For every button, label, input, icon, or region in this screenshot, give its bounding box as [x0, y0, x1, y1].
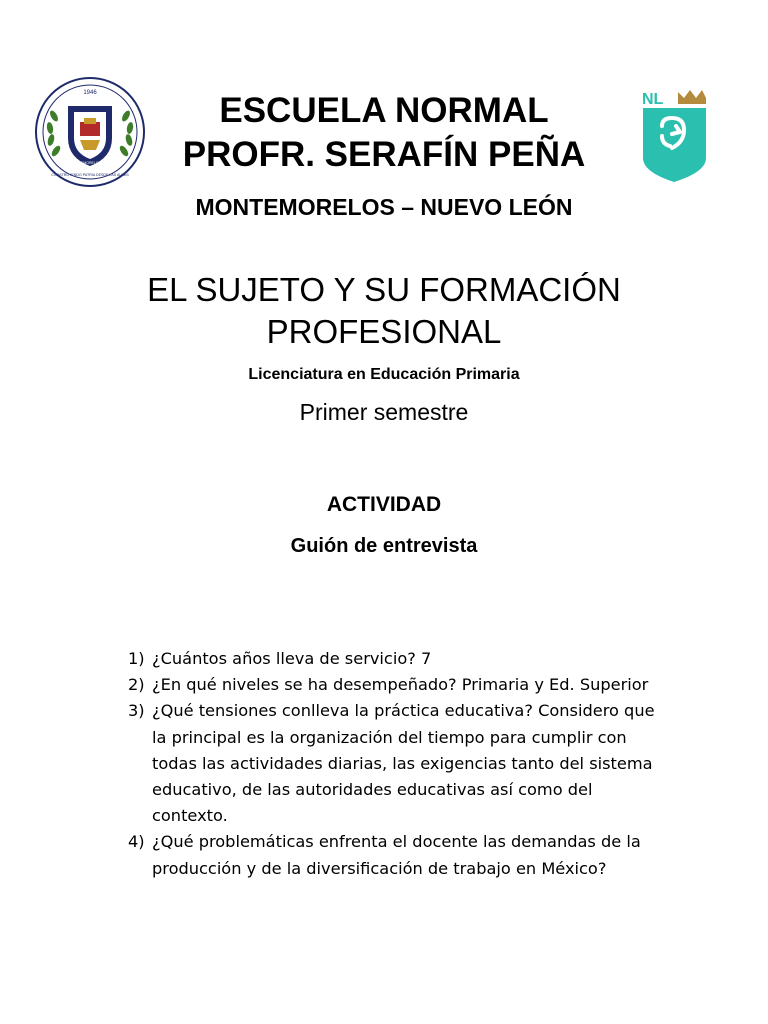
course-title-line1: EL SUJETO Y SU FORMACIÓN	[147, 271, 621, 308]
school-name-line1: ESCUELA NORMAL	[219, 91, 549, 130]
school-name-line2: PROFR. SERAFÍN PEÑA	[182, 135, 586, 174]
school-location: MONTEMORELOS – NUEVO LEÓN	[195, 194, 573, 220]
degree-program: Licenciatura en Educación Primaria	[248, 366, 520, 383]
question-number: 1)	[128, 649, 145, 668]
emblem-motto: CONSTRUYENDO PATRIA DESDE LAS AULAS	[51, 173, 129, 177]
question-text-line: ¿Cuántos años lleva de servicio? 7	[152, 649, 432, 668]
question-text-line: ¿Qué problemáticas enfrenta el docente las demandas de la	[152, 832, 641, 852]
question-item	[128, 698, 668, 829]
question-text-line: ¿En qué niveles se ha desempeñado? Primaria y Ed. Superior	[152, 675, 649, 695]
question-item	[128, 646, 668, 672]
nl-logo-text: NL	[642, 91, 664, 108]
question-text-line: educativo, de las autoridades educativas así como del	[152, 780, 593, 800]
interview-questions-list	[128, 646, 668, 882]
emblem-bottom-text: MONTEMORELOS N. L.	[70, 161, 110, 165]
question-text-line: producción y de la diversificación de trabajo en México?	[152, 858, 607, 878]
emblem-top-text: ESCUELA NORMAL	[73, 101, 107, 105]
activity-label: ACTIVIDAD	[326, 493, 442, 516]
question-text-line: contexto.	[152, 806, 228, 826]
question-number: 4)	[128, 832, 145, 852]
semester: Primer semestre	[299, 399, 469, 425]
question-text-line: la principal es la organización del tiempo para cumplir con	[152, 727, 627, 747]
activity-title: Guión de entrevista	[290, 535, 478, 557]
course-title-line2: PROFESIONAL	[266, 313, 502, 350]
question-text-line: todas las actividades diarias, las exigencias tanto del sistema	[152, 753, 653, 773]
question-number: 2)	[128, 675, 145, 695]
question-number: 3)	[128, 701, 145, 721]
question-item	[128, 829, 668, 881]
question-item	[128, 672, 668, 698]
emblem-year: 1946	[83, 90, 97, 96]
question-text-line: ¿Qué tensiones conlleva la práctica educativa? Considero que	[152, 701, 655, 721]
